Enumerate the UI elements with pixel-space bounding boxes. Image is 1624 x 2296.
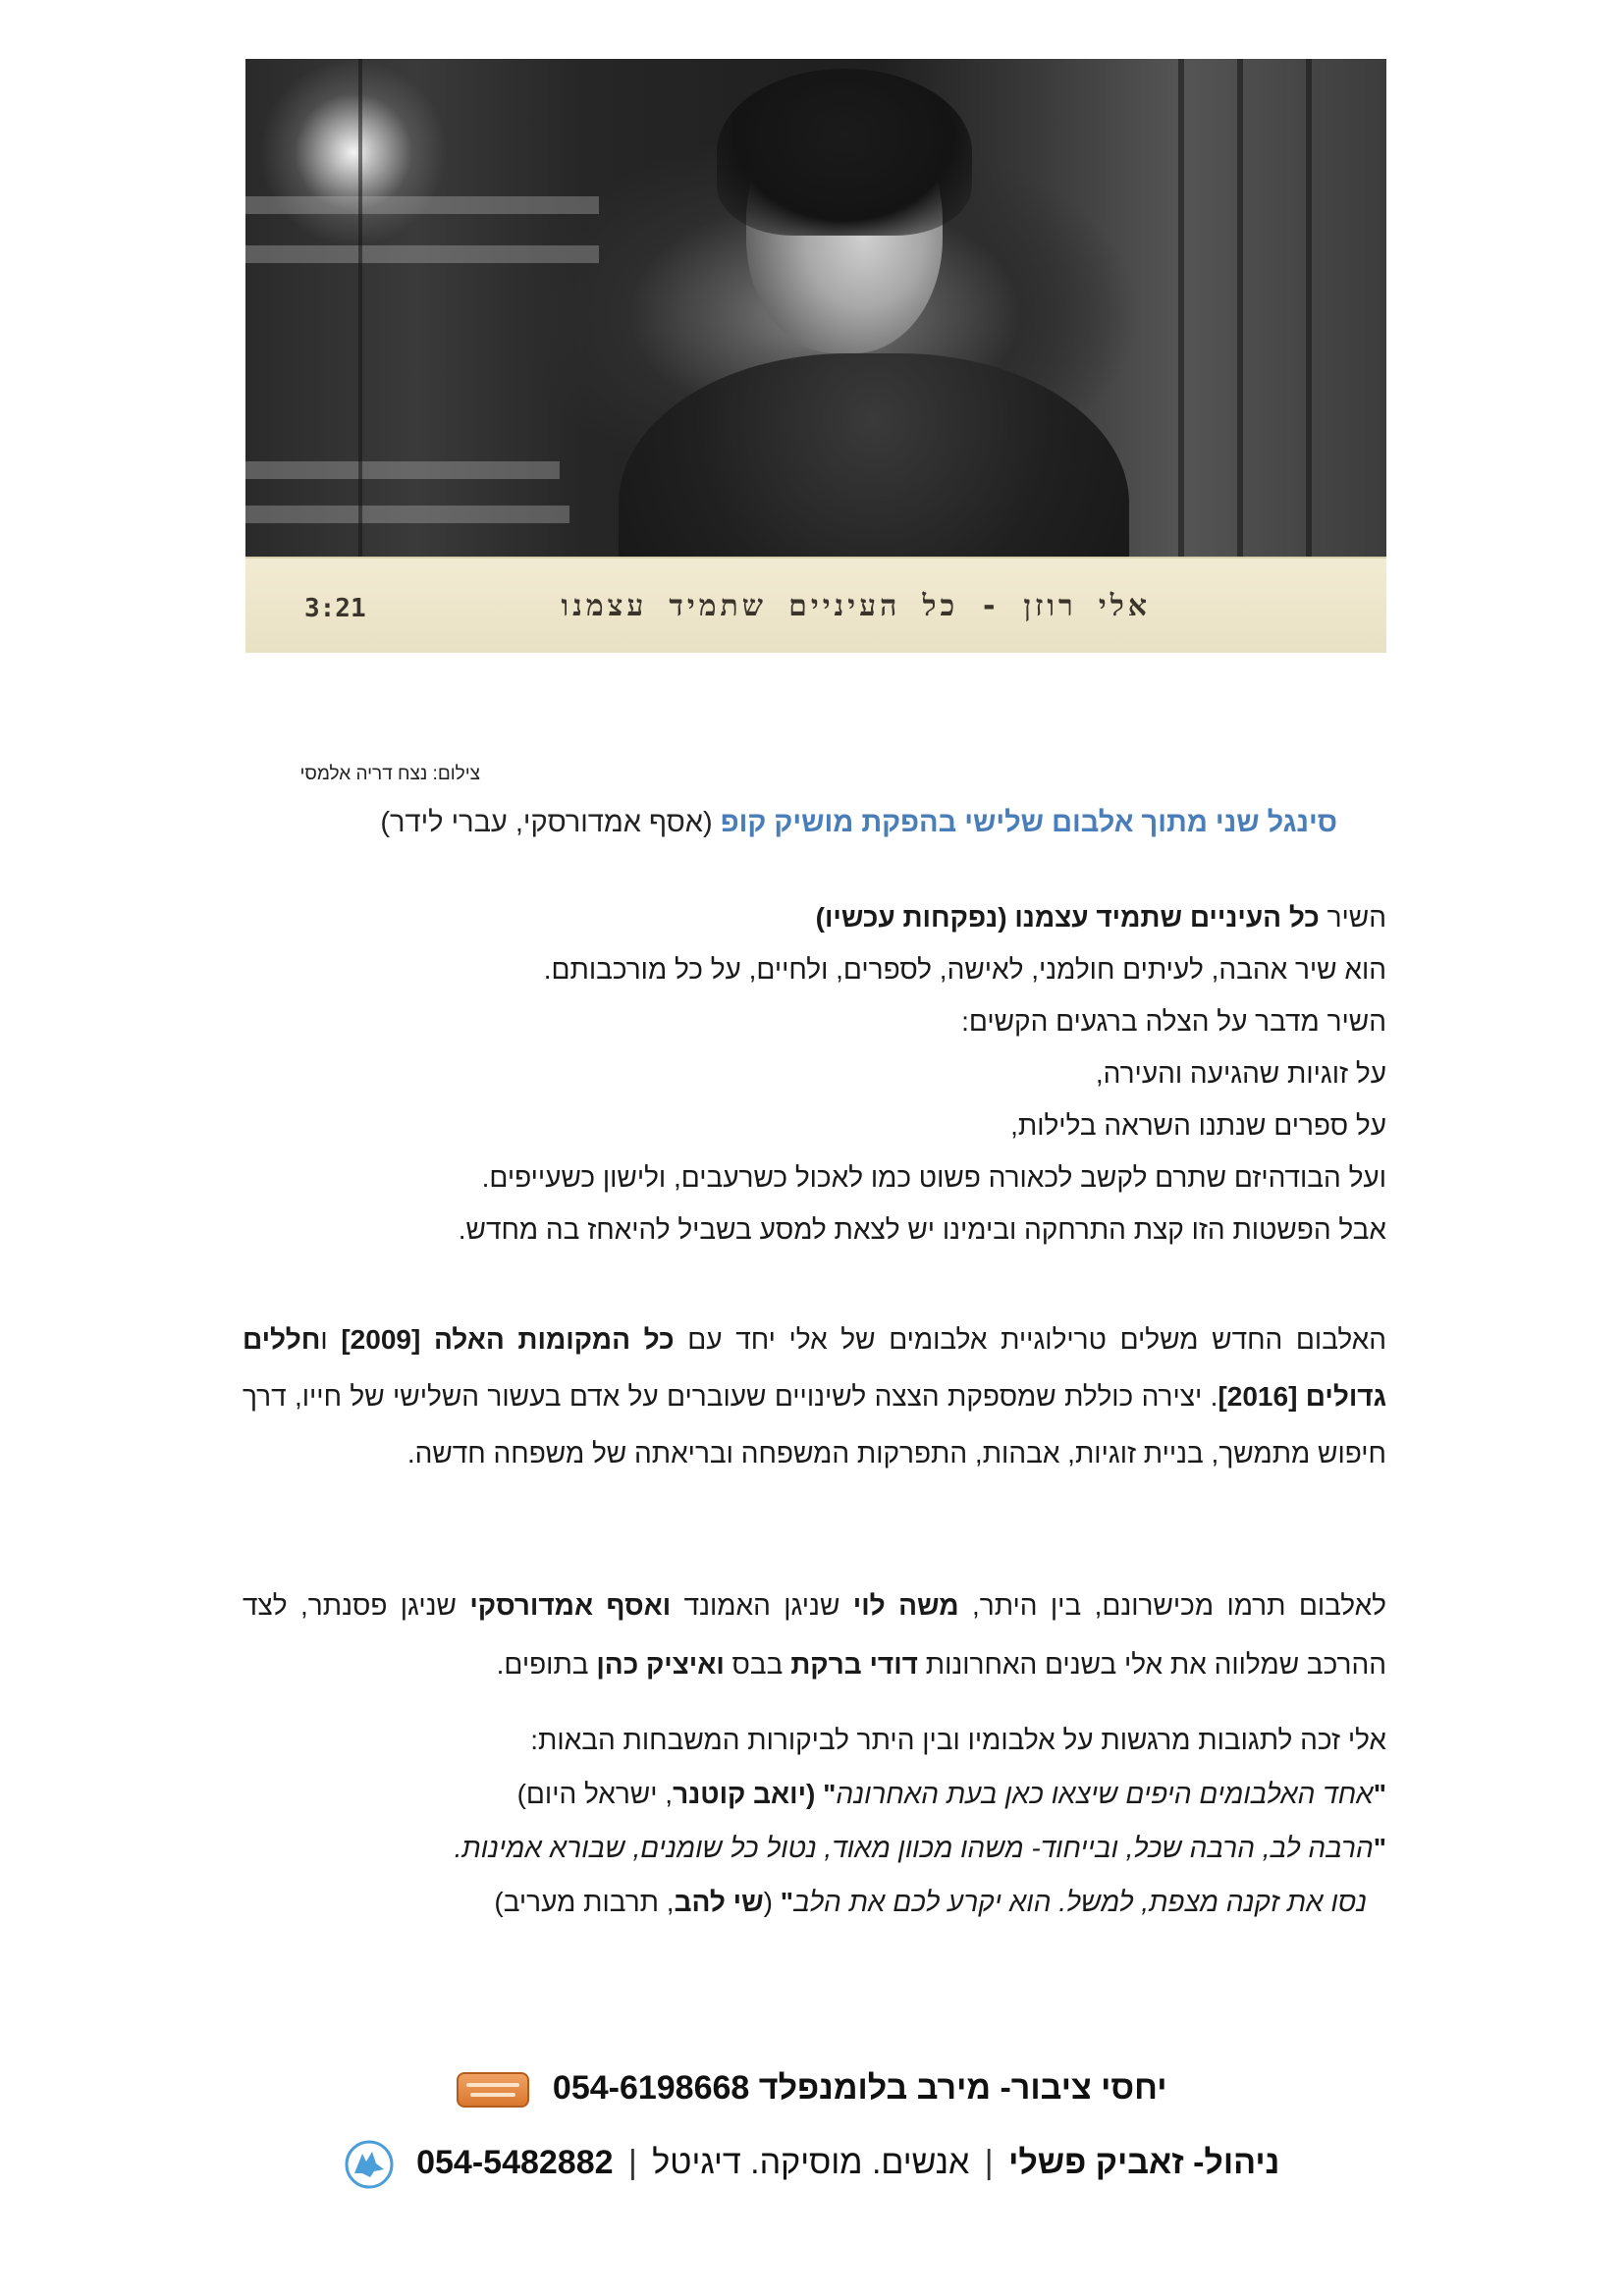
- photo-label-band: [245, 557, 1386, 653]
- review-2-line-1: "הרבה לב, הרבה שכל, ובייחוד- משהו מכוון מאוד, נטול כל שומנים, שבורא אמינות.: [454, 1833, 1386, 1863]
- pr-contact-text: יחסי ציבור- מירב בלומנפלד 054-6198668: [552, 2069, 1167, 2107]
- intro-line: הוא שיר אהבה, לעיתים חולמני, לאישה, לספרים, ולחיים, על כל מורכבותם.: [543, 954, 1386, 985]
- musician-name: דודי ברקת: [790, 1649, 918, 1680]
- management-name: ניהול- זאביק פשלי: [1008, 2143, 1280, 2181]
- blind-stripe: [245, 196, 599, 214]
- separator: |: [627, 2143, 637, 2181]
- blind-stripe: [245, 245, 599, 263]
- photo-credit: צילום: נצח דריה אלמסי: [299, 764, 480, 784]
- review-1: "אחד האלבומים היפים שיצאו כאן בעת האחרונה" (יואב קוטנר, ישראל היום): [516, 1779, 1386, 1809]
- review-1-source: , ישראל היום): [516, 1779, 674, 1809]
- review-1-quote: אחד האלבומים היפים שיצאו כאן בעת האחרונה: [836, 1779, 1374, 1809]
- reviews: [243, 1713, 1386, 1929]
- review-2-quote: הרבה לב, הרבה שכל, ובייחוד- משהו מכוון מאוד, נטול כל שומנים, שבורא אמינות.: [454, 1833, 1374, 1863]
- management-contact: [0, 2140, 1624, 2189]
- intro-lines: [247, 891, 1386, 1255]
- wolf-logo-icon: [345, 2140, 394, 2189]
- intro-line: השיר מדבר על הצלה ברגעים הקשים:: [961, 1006, 1386, 1037]
- photo-song-duration: 3:21: [304, 594, 366, 623]
- photo-figure-hair: [717, 69, 972, 236]
- subtitle: [257, 803, 1337, 842]
- review-2-source: , תרבות מעריב): [494, 1887, 675, 1917]
- intro-line: על זוגיות שהגיעה והעירה,: [1095, 1058, 1386, 1089]
- album-title-1: כל המקומות האלה [2009]: [341, 1324, 675, 1355]
- photo-song-label: אלי רוזן - כל העיניים שתמיד עצמנו: [561, 589, 1151, 623]
- separator: |: [984, 2143, 994, 2181]
- reviews-intro: אלי זכה לתגובות מרגשות על אלבומיו ובין היתר לביקורות המשבחות הבאות:: [530, 1725, 1386, 1755]
- blind-stripe: [245, 461, 560, 479]
- song-title: כל העיניים שתמיד עצמנו (נפקחות עכשיו): [815, 902, 1320, 933]
- management-tagline: אנשים. מוסיקה. דיגיטל: [652, 2143, 970, 2181]
- musicians-paragraph: לאלבום תרמו מכישרונם, בין היתר, משה לוי שניגן האמונד ואסף אמדורסקי שניגן פסנתר, לצד ההרכב שמלווה את אלי בשנים האחרונות דודי ברקת בבס ואיציק כהן בתופים.: [243, 1590, 1386, 1680]
- review-2-author: שי להב: [674, 1887, 764, 1917]
- intro-line: על ספרים שנתנו השראה בלילות,: [1010, 1110, 1386, 1141]
- intro-line: אבל הפשטות הזו קצת התרחקה ובימינו יש לצאת למסע בשביל להיאחז בה מחדש.: [458, 1214, 1386, 1245]
- review-2-line-2: נסו את זקנה מצפת, למשל. הוא יקרע לכם את הלב" (שי להב, תרבות מעריב): [494, 1887, 1367, 1917]
- song-line: [247, 891, 1386, 943]
- musician-name: ואסף אמדורסקי: [469, 1590, 672, 1621]
- musician-name: משה לוי: [852, 1590, 959, 1621]
- song-prefix: השיר: [1319, 902, 1386, 933]
- pr-contact: [0, 2069, 1624, 2108]
- review-2-quote-end: נסו את זקנה מצפת, למשל. הוא יקרע לכם את הלב: [793, 1887, 1367, 1917]
- album-paragraph: האלבום החדש משלים טרילוגיית אלבומים של אלי יחד עם כל המקומות האלה [2009] וחללים גדולים [2016]. יצירה כוללת שמספקת הצצה לשינויים שעוברים על אדם בעשור השלישי של חייו, דרך חיפוש מתמשך, בניית זוגיות, אבהות, התפרקות המשפחה ובריאתה של משפחה חדשה.: [243, 1324, 1386, 1468]
- management-phone: 054-5482882: [416, 2143, 614, 2181]
- musician-name: ואיציק כהן: [596, 1649, 725, 1680]
- album-title-2: חללים גדולים [2016]: [243, 1324, 1386, 1412]
- blind-stripe: [245, 506, 569, 523]
- music-factory-logo-icon: [457, 2072, 529, 2108]
- subtitle-producers: (אסף אמדורסקי, עברי לידר): [380, 807, 713, 838]
- subtitle-main: סינגל שני מתוך אלבום שלישי בהפקת מושיק קופ: [720, 807, 1337, 838]
- review-1-author: יואב קוטנר: [673, 1779, 807, 1809]
- hero-photo: [245, 59, 1386, 653]
- intro-line: ועל הבודהיזם שתרם לקשב לכאורה פשוט כמו לאכול כשרעבים, ולישון כשעייפים.: [481, 1162, 1386, 1193]
